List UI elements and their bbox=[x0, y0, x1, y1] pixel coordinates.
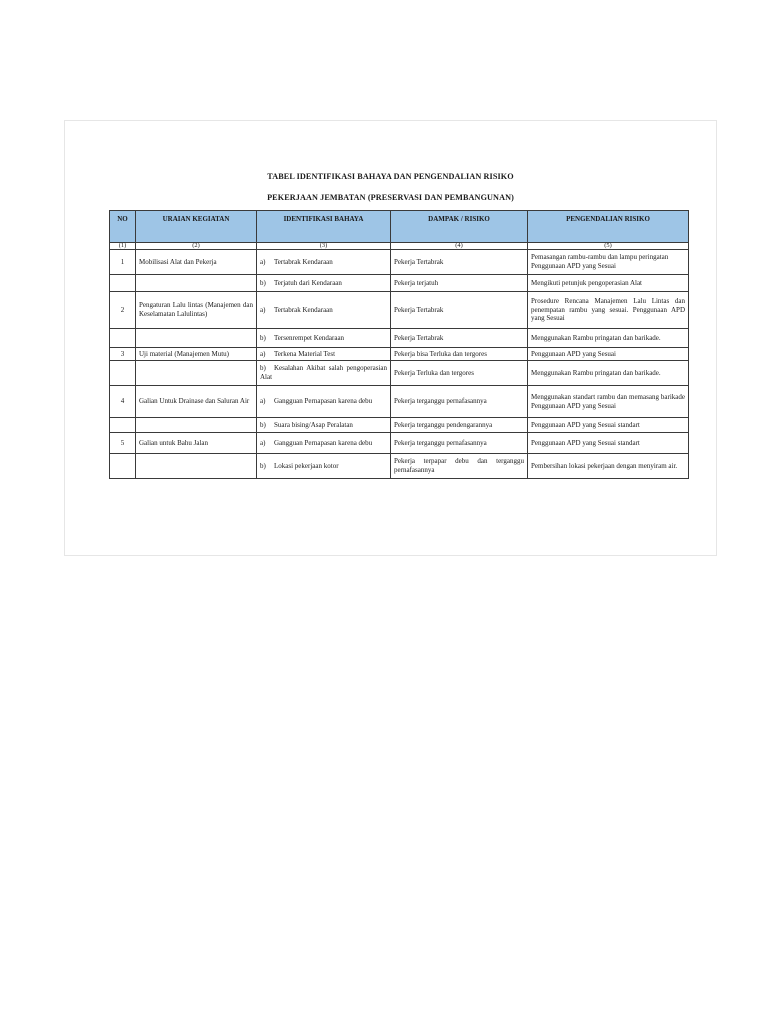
bahaya-text: Tertabrak Kendaraan bbox=[274, 257, 333, 266]
row-bahaya bbox=[257, 348, 391, 361]
header-pengendalian-risiko: PENGENDALIAN RISIKO bbox=[528, 211, 689, 243]
row-bahaya bbox=[257, 329, 391, 348]
table-row bbox=[110, 329, 689, 348]
table-row bbox=[110, 292, 689, 329]
row-bahaya bbox=[257, 275, 391, 292]
bahaya-mark: b) bbox=[260, 278, 266, 287]
row-no bbox=[110, 418, 136, 433]
header-dampak-risiko: DAMPAK / RISIKO bbox=[391, 211, 528, 243]
row-dampak: Pekerja terganggu pendengarannya bbox=[391, 418, 528, 433]
header-no: NO bbox=[110, 211, 136, 243]
bahaya-mark: a) bbox=[260, 257, 266, 266]
bahaya-text: Gangguan Pernapasan karena debu bbox=[274, 438, 373, 447]
row-dampak: Pekerja Tertabrak bbox=[391, 329, 528, 348]
header-identifikasi-bahaya: IDENTIFIKASI BAHAYA bbox=[257, 211, 391, 243]
row-pengendalian: Prosedure Rencana Manajemen Lalu Lintas dan penempatan rambu yang sesuai. Penggunaan APD yang Sesuai bbox=[528, 292, 689, 329]
bahaya-text: Tertabrak Kendaraan bbox=[274, 305, 333, 314]
table-row bbox=[110, 361, 689, 386]
row-kegiatan bbox=[136, 418, 257, 433]
table-row bbox=[110, 348, 689, 361]
row-no: 3 bbox=[110, 348, 136, 361]
row-pengendalian: Menggunakan Rambu pringatan dan barikade. bbox=[528, 329, 689, 348]
bahaya-text: Terjatuh dari Kendaraan bbox=[274, 278, 342, 287]
row-bahaya bbox=[257, 292, 391, 329]
hazard-table bbox=[109, 210, 689, 479]
bahaya-mark: b) bbox=[260, 333, 266, 342]
row-dampak: Pekerja terganggu pernafasannya bbox=[391, 433, 528, 454]
bahaya-mark: b) bbox=[260, 461, 266, 470]
row-bahaya bbox=[257, 418, 391, 433]
row-no: 4 bbox=[110, 386, 136, 418]
row-kegiatan bbox=[136, 361, 257, 386]
row-dampak: Pekerja bisa Terluka dan tergores bbox=[391, 348, 528, 361]
row-dampak: Pekerja terganggu pernafasannya bbox=[391, 386, 528, 418]
bahaya-mark: b) bbox=[260, 364, 266, 373]
table-number-row bbox=[110, 243, 689, 250]
row-no bbox=[110, 361, 136, 386]
row-kegiatan bbox=[136, 329, 257, 348]
row-bahaya bbox=[257, 433, 391, 454]
row-kegiatan bbox=[136, 454, 257, 479]
table-row bbox=[110, 418, 689, 433]
bahaya-text: Kesalahan Akibat salah pengoperasian Alat bbox=[260, 364, 387, 381]
row-dampak: Pekerja Terluka dan tergores bbox=[391, 361, 528, 386]
row-bahaya bbox=[257, 361, 391, 386]
table-row bbox=[110, 275, 689, 292]
document-page bbox=[64, 120, 717, 556]
document-title: TABEL IDENTIFIKASI BAHAYA DAN PENGENDALIAN RISIKO bbox=[267, 172, 514, 181]
row-pengendalian: Mengikuti petunjuk pengoperasian Alat bbox=[528, 275, 689, 292]
row-no: 1 bbox=[110, 250, 136, 275]
row-no bbox=[110, 329, 136, 348]
column-number: (2) bbox=[136, 243, 257, 250]
row-pengendalian: Pembersihan lokasi pekerjaan dengan menyiram air. bbox=[528, 454, 689, 479]
row-pengendalian: Menggunakan Rambu pringatan dan barikade. bbox=[528, 361, 689, 386]
header-uraian-kegiatan: URAIAN KEGIATAN bbox=[136, 211, 257, 243]
row-pengendalian: Penggunaan APD yang Sesuai standart bbox=[528, 433, 689, 454]
row-bahaya bbox=[257, 250, 391, 275]
bahaya-text: Gangguan Pernapasan karena debu bbox=[274, 397, 373, 406]
row-bahaya bbox=[257, 454, 391, 479]
row-kegiatan: Uji material (Manajemen Mutu) bbox=[136, 348, 257, 361]
bahaya-mark: b) bbox=[260, 420, 266, 429]
row-dampak: Pekerja terjatuh bbox=[391, 275, 528, 292]
bahaya-text: Tersenrempet Kendaraan bbox=[274, 333, 345, 342]
row-no bbox=[110, 275, 136, 292]
row-no: 5 bbox=[110, 433, 136, 454]
column-number: (4) bbox=[391, 243, 528, 250]
bahaya-text: Terkena Material Test bbox=[274, 349, 336, 358]
table-row bbox=[110, 454, 689, 479]
bahaya-text: Lokasi pekerjaan kotor bbox=[274, 461, 339, 470]
column-number: (3) bbox=[257, 243, 391, 250]
row-kegiatan: Galian untuk Bahu Jalan bbox=[136, 433, 257, 454]
table-row bbox=[110, 433, 689, 454]
row-no: 2 bbox=[110, 292, 136, 329]
row-pengendalian: Pemasangan rambu-rambu dan lampu peringatan Penggunaan APD yang Sesuai bbox=[528, 250, 689, 275]
row-kegiatan: Pengaturan Lalu lintas (Manajemen dan Keselamatan Lalulintas) bbox=[136, 292, 257, 329]
column-number: (1) bbox=[110, 243, 136, 250]
row-dampak: Pekerja Tertabrak bbox=[391, 250, 528, 275]
column-number: (5) bbox=[528, 243, 689, 250]
row-pengendalian: Menggunakan standart rambu dan memasang barikade Penggunaan APD yang Sesuai bbox=[528, 386, 689, 418]
bahaya-text: Suara bising/Asap Peralatan bbox=[274, 420, 353, 429]
table-row bbox=[110, 250, 689, 275]
row-dampak: Pekerja Tertabrak bbox=[391, 292, 528, 329]
bahaya-mark: a) bbox=[260, 305, 266, 314]
row-kegiatan: Galian Untuk Drainase dan Saluran Air bbox=[136, 386, 257, 418]
row-dampak: Pekerja terpapar debu dan terganggu pernafasannya bbox=[391, 454, 528, 479]
bahaya-mark: a) bbox=[260, 349, 266, 358]
document-subtitle: PEKERJAAN JEMBATAN (PRESERVASI DAN PEMBANGUNAN) bbox=[267, 193, 514, 202]
row-kegiatan bbox=[136, 275, 257, 292]
bahaya-mark: a) bbox=[260, 438, 266, 447]
row-no bbox=[110, 454, 136, 479]
table-header-row bbox=[110, 211, 689, 243]
table-row bbox=[110, 386, 689, 418]
row-pengendalian: Penggunaan APD yang Sesuai bbox=[528, 348, 689, 361]
bahaya-mark: a) bbox=[260, 397, 266, 406]
row-kegiatan: Mobilisasi Alat dan Pekerja bbox=[136, 250, 257, 275]
row-bahaya bbox=[257, 386, 391, 418]
row-pengendalian: Penggunaan APD yang Sesuai standart bbox=[528, 418, 689, 433]
